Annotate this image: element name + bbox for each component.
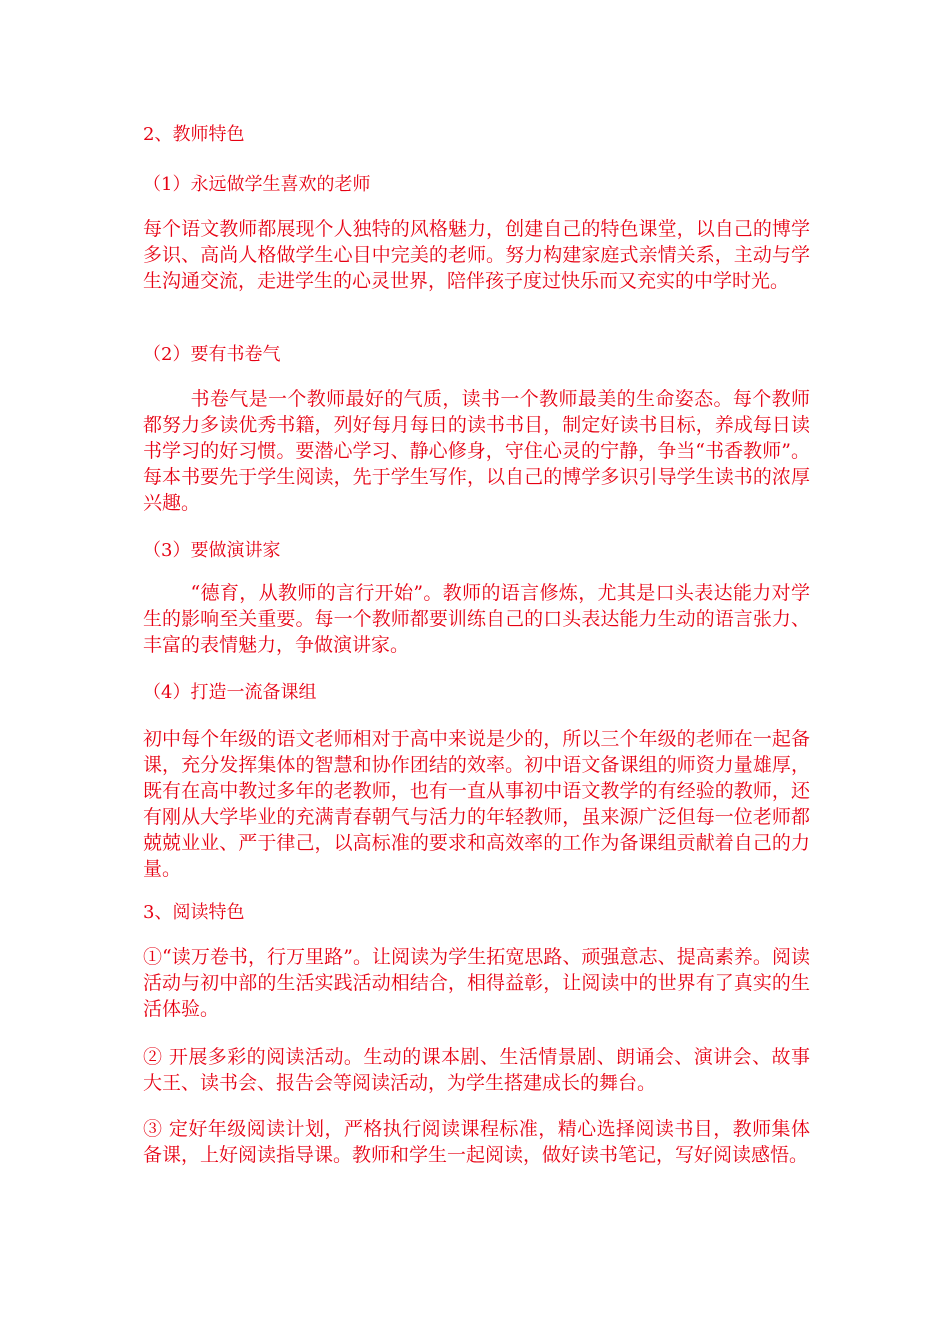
paragraph-reading-1: ①“读万卷书，行万里路”。让阅读为学生拓宽思路、顽强意志、提高素养。阅读活动与初中部的生活实践活动相结合，相得益彰，让阅读中的世界有了真实的生活体验。 bbox=[143, 946, 810, 1020]
section-heading-teacher-features: 2、教师特色 bbox=[143, 124, 245, 145]
paragraph-orator: “德育，从教师的言行开始”。教师的语言修炼，尤其是口头表达能力对学生的影响至关重要。每一个教师都要训练自己的口头表达能力生动的语言张力、丰富的表情魅力，争做演讲家。 bbox=[143, 582, 810, 656]
subheading-orator: （3）要做演讲家 bbox=[143, 540, 281, 561]
subheading-favorite-teacher: （1）永远做学生喜欢的老师 bbox=[143, 174, 371, 195]
paragraph-reading-2: ② 开展多彩的阅读活动。生动的课本剧、生活情景剧、朗诵会、演讲会、故事大王、读书会、报告会等阅读活动，为学生搭建成长的舞台。 bbox=[143, 1046, 810, 1094]
paragraph-reading-3: ③ 定好年级阅读计划，严格执行阅读课程标准，精心选择阅读书目，教师集体备课，上好阅读指导课。教师和学生一起阅读，做好读书笔记，写好阅读感悟。 bbox=[143, 1118, 810, 1166]
paragraph-bookish: 书卷气是一个教师最好的气质，读书一个教师最美的生命姿态。每个教师都努力多读优秀书籍，列好每月每日的读书书目，制定好读书目标，养成每日读书学习的好习惯。要潜心学习、静心修身，守住心灵的宁静，争当“书香教师”。每本书要先于学生阅读，先于学生写作，以自己的博学多识引导学生读书的浓厚兴趣。 bbox=[143, 388, 810, 514]
section-heading-reading-features: 3、阅读特色 bbox=[143, 902, 245, 923]
paragraph-favorite-teacher: 每个语文教师都展现个人独特的风格魅力，创建自己的特色课堂，以自己的博学多识、高尚人格做学生心目中完美的老师。努力构建家庭式亲情关系，主动与学生沟通交流，走进学生的心灵世界，陪伴孩子度过快乐而又充实的中学时光。 bbox=[143, 218, 810, 292]
subheading-bookish: （2）要有书卷气 bbox=[143, 344, 281, 365]
paragraph-lesson-group: 初中每个年级的语文老师相对于高中来说是少的，所以三个年级的老师在一起备课，充分发挥集体的智慧和协作团结的效率。初中语文备课组的师资力量雄厚，既有在高中教过多年的老教师，也有一直从事初中语文教学的有经验的教师，还有刚从大学毕业的充满青春朝气与活力的年轻教师，虽来源广泛但每一位老师都兢兢业业、严于律己，以高标准的要求和高效率的工作为备课组贡献着自己的力量。 bbox=[143, 728, 810, 880]
document-page bbox=[143, 0, 810, 1344]
subheading-lesson-group: （4）打造一流备课组 bbox=[143, 682, 317, 703]
